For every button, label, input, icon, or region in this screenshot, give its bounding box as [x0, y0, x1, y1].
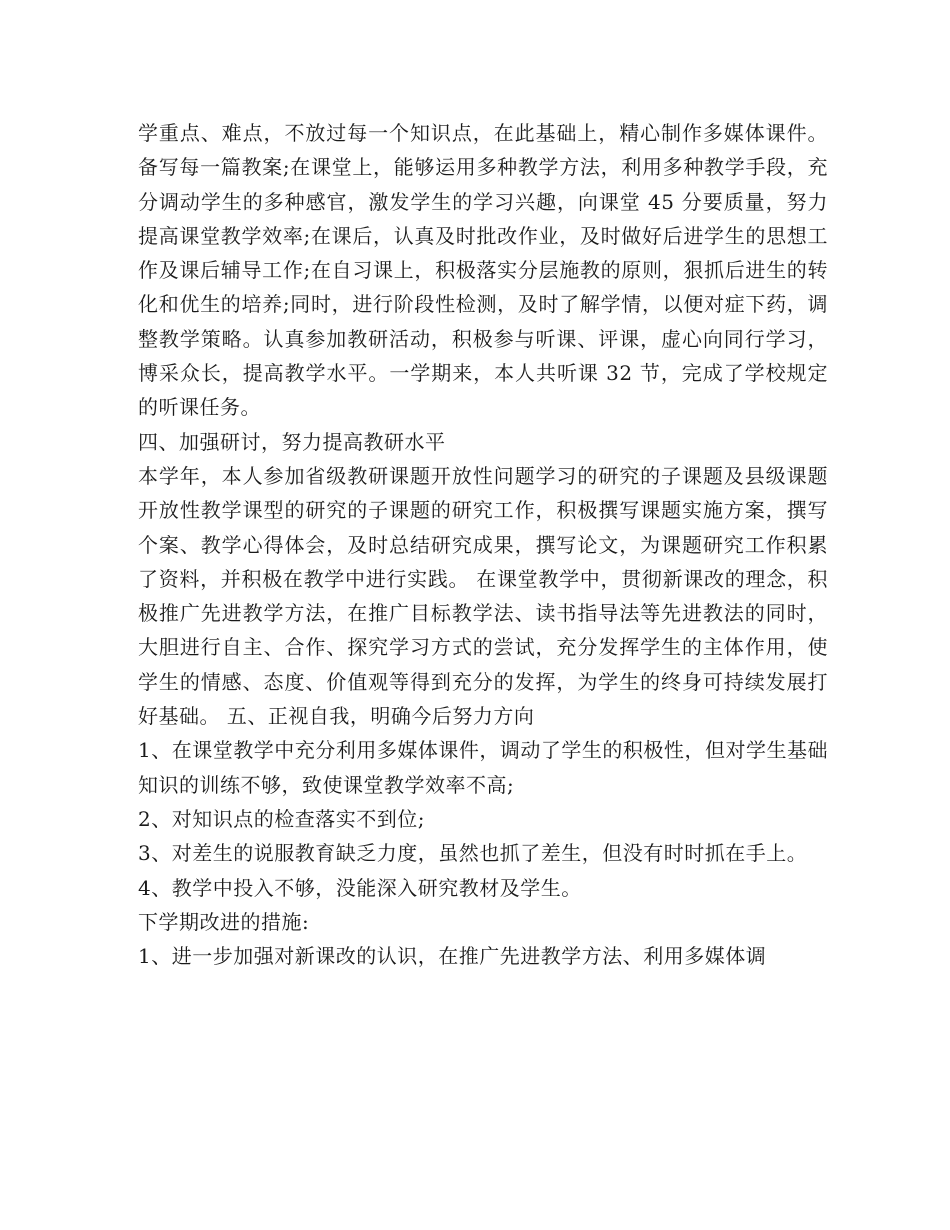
section-heading-research: 四、加强研讨，努力提高教研水平 — [138, 429, 446, 454]
list-item-shortcoming-2: 2、对知识点的检查落实不到位; — [138, 806, 425, 831]
list-item-improvement-1: 1、进一步加强对新课改的认识，在推广先进教学方法、利用多媒体调 — [138, 944, 767, 969]
list-item-shortcoming-4: 4、教学中投入不够，没能深入研究教材及学生。 — [138, 875, 582, 900]
paragraph-research-work: 本学年，本人参加省级教研课题开放性问题学习的研究的子课题及县级课题开放性教学课型的研究的子课题的研究工作，积极撰写课题实施方案，撰写个案、教学心得体会，及时总结研究成果，撰写论文，为课题研究工作积累了资料，并积极在教学中进行实践。 在课堂教学中，贯彻新课改的理念，积极推广先进教学方法，在推广目标教学法、读书指导法等先进教法的同时，大胆进行自主、合作、探究学习方式的尝试，充分发挥学生的主体作用，使学生的情感、态度、价值观等得到充分的发挥，为学生的终身可持续发展打好基础。 五、正视自我，明确今后努力方向 — [138, 463, 828, 729]
list-item-shortcoming-3: 3、对差生的说服教育缺乏力度，虽然也抓了差生，但没有时时抓在手上。 — [138, 841, 808, 866]
section-heading-improvements: 下学期改进的措施: — [138, 909, 310, 934]
document-body — [138, 116, 828, 973]
paragraph-teaching-methods: 学重点、难点，不放过每一个知识点，在此基础上，精心制作多媒体课件。备写每一篇教案;在课堂上，能够运用多种教学方法，利用多种教学手段，充分调动学生的多种感官，激发学生的学习兴趣，向课堂 45 分要质量，努力提高课堂教学效率;在课后，认真及时批改作业，及时做好后进学生的思想工作及课后辅导工作;在自习课上，积极落实分层施教的原则，狠抓后进生的转化和优生的培养;同时，进行阶段性检测，及时了解学情，以便对症下药，调整教学策略。认真参加教研活动，积极参与听课、评课，虚心向同行学习，博采众长，提高教学水平。一学期来，本人共听课 32 节，完成了学校规定的听课任务。 — [138, 121, 828, 420]
list-item-shortcoming-1: 1、在课堂教学中充分利用多媒体课件，调动了学生的积极性，但对学生基础知识的训练不够，致使课堂教学效率不高; — [138, 738, 828, 797]
